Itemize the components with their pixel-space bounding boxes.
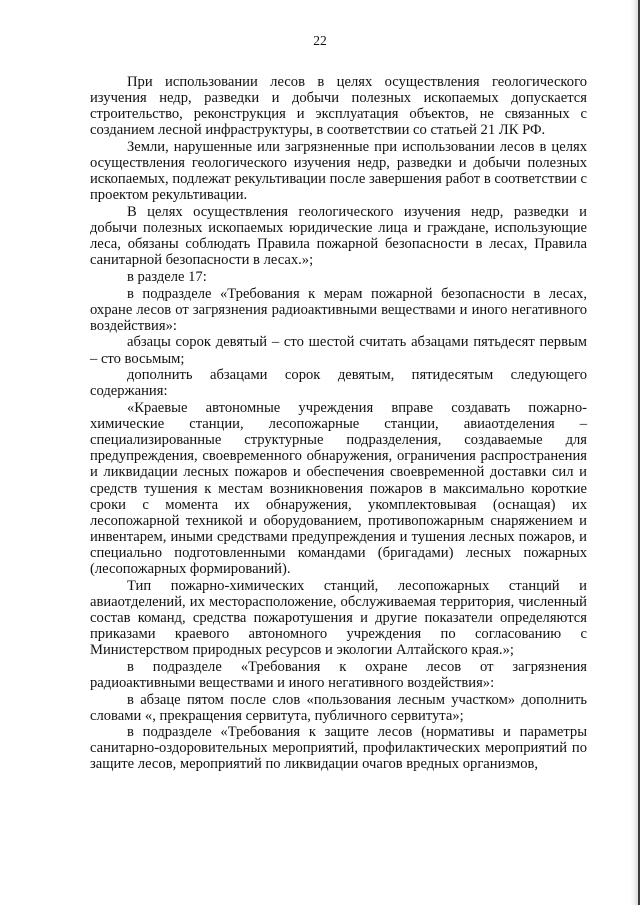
paragraph: в абзаце пятом после слов «пользования лесным участком» дополнить словами «, прекращения сервитута, публичного сервитута»; [90, 691, 587, 724]
paragraph: абзацы сорок девятый – сто шестой считать абзацами пятьдесят первым – сто восьмым; [90, 334, 587, 367]
paragraph: Тип пожарно-химических станций, лесопожарных станций и авиаотделений, их месторасположение, обслуживаемая территория, численный состав команд, средства пожаротушения и другие показатели определяются приказами краевого автономного учреждения по согласованию с Министерством природных ресурсов и экологии Алтайского края.»; [90, 577, 587, 659]
paragraph: в подразделе «Требования к защите лесов (нормативы и параметры санитарно-оздоровительных мероприятий, профилактических мероприятий по защите лесов, мероприятий по ликвидации очагов вредных организмов, [90, 724, 587, 773]
paragraph: При использовании лесов в целях осуществления геологического изучения недр, разведки и добычи полезных ископаемых допускается строительство, реконструкция и эксплуатация объектов, не связанных с созданием лесной инфраструктуры, в соответствии со статьей 21 ЛК РФ. [90, 74, 587, 139]
paragraph: Земли, нарушенные или загрязненные при использовании лесов в целях осуществления геологического изучения недр, разведки и добычи полезных ископаемых, подлежат рекультивации после завершения работ в соответствии с проектом рекультивации. [90, 138, 587, 204]
paragraph: дополнить абзацами сорок девятым, пятидесятым следующего содержания: [90, 367, 587, 400]
paragraph: В целях осуществления геологического изучения недр, разведки и добычи полезных ископаемых юридические лица и граждане, использующие леса, обязаны соблюдать Правила пожарной безопасности в лесах, Правила санитарной безопасности в лесах.»; [90, 203, 587, 269]
document-body [90, 74, 587, 773]
paragraph: в подразделе «Требования к охране лесов от загрязнения радиоактивными веществами и иного негативного воздействия»: [90, 658, 587, 691]
paragraph: «Краевые автономные учреждения вправе создавать пожарно-химические станции, лесопожарные станции, авиаотделения – специализированные структурные подразделения, создаваемые для предупреждения, своевременного обнаружения, ограничения распространения и ликвидации лесных пожаров и обеспечения своевременной доставки сил и средств тушения к местам возникновения пожаров в максимально короткие сроки с момента их обнаружения, укомплектовывая (оснащая) их лесопожарной техникой и оборудованием, противопожарным снаряжением и инвентарем, иными средствами предупреждения и тушения лесных пожаров, и специально подготовленными командами (бригадами) лесных пожарных (лесопожарных формирований). [90, 400, 587, 577]
paragraph: в разделе 17: [127, 268, 207, 285]
paragraph: в подразделе «Требования к мерам пожарной безопасности в лесах, охране лесов от загрязнения радиоактивными веществами и иного негативного воздействия»: [90, 285, 587, 334]
page-number: 22 [313, 33, 327, 48]
